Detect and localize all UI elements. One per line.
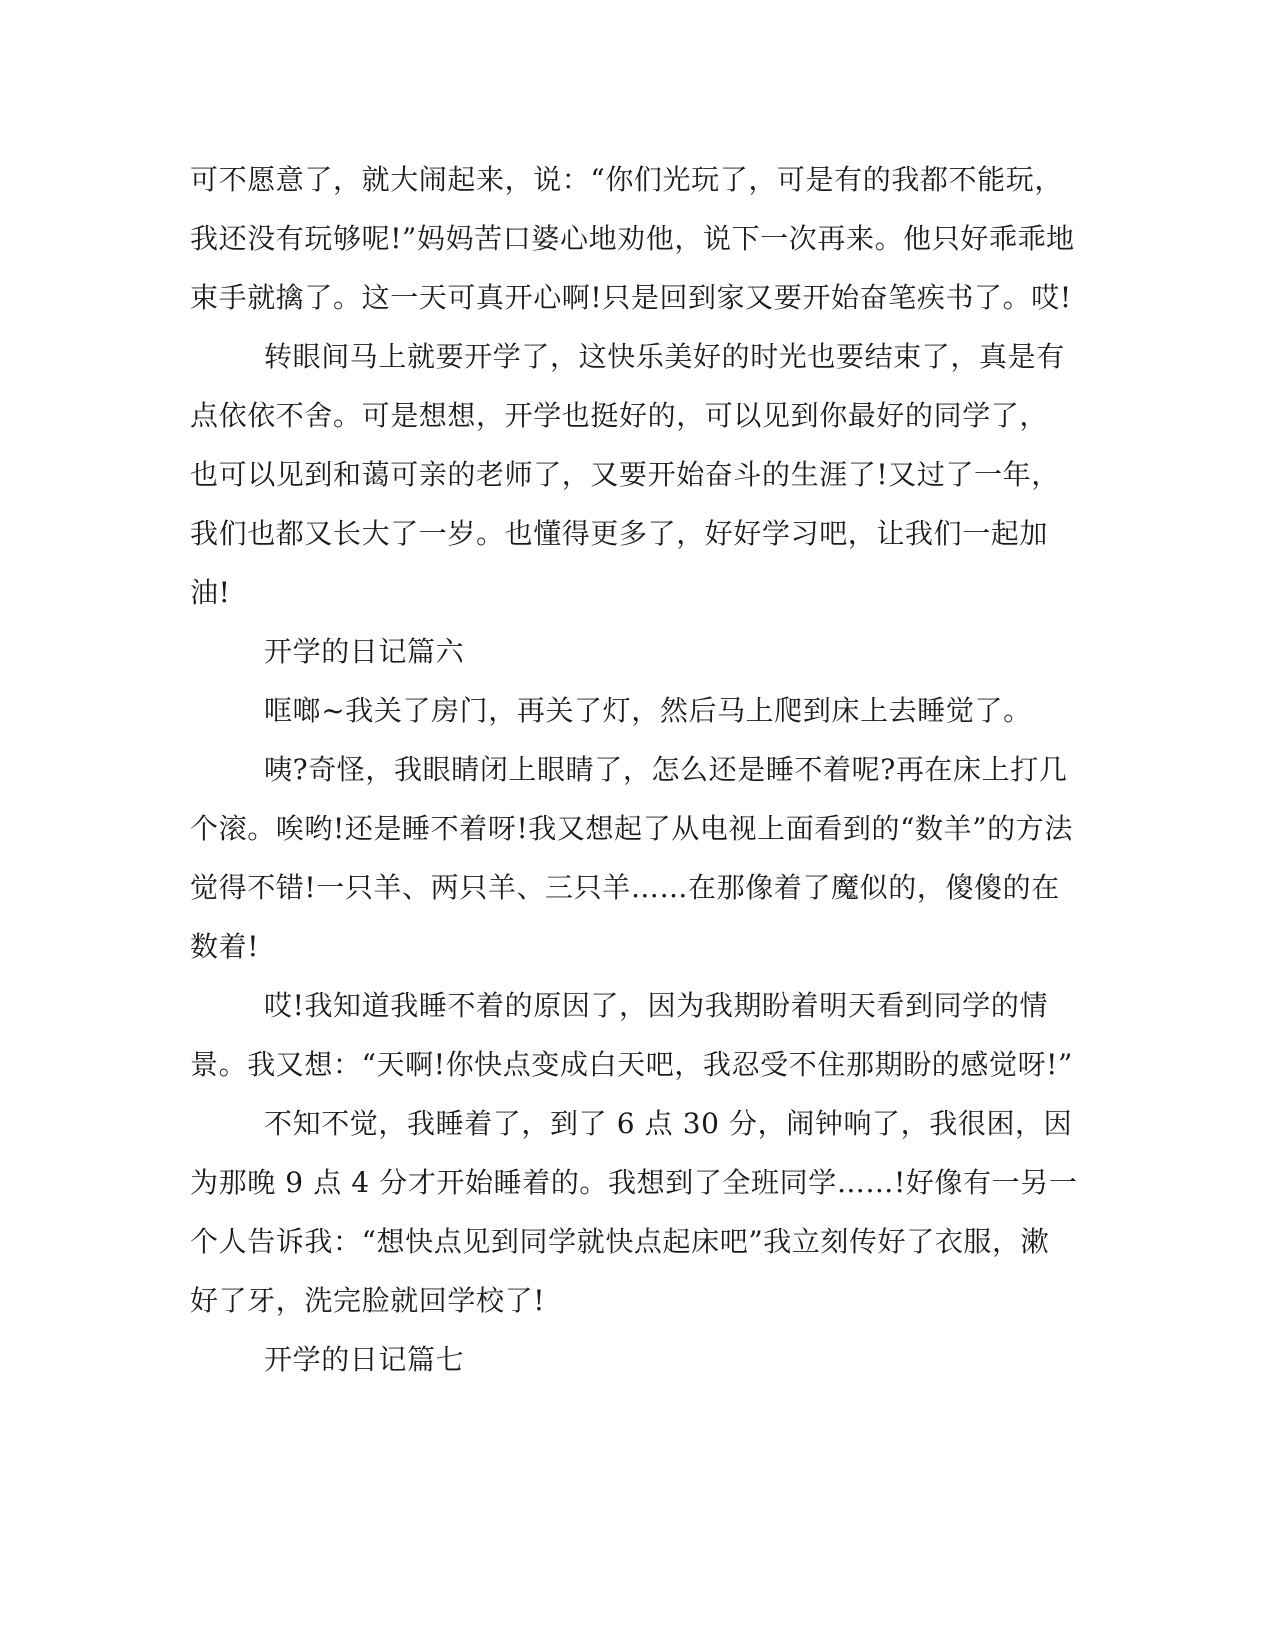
text-line: 转眼间马上就要开学了，这快乐美好的时光也要结束了，真是有 [264,340,1065,373]
text-line: 为那晚 9 点 4 分才开始睡着的。我想到了全班同学……!好像有一另一 [190,1166,1078,1199]
text-line: 也可以见到和蔼可亲的老师了，又要开始奋斗的生涯了!又过了一年， [190,458,1060,491]
text-line: 哎!我知道我睡不着的原因了，因为我期盼着明天看到同学的情 [264,989,1049,1022]
text-line: 咦?奇怪，我眼睛闭上眼睛了，怎么还是睡不着呢?再在床上打几 [264,753,1068,786]
text-line: 个人告诉我：“想快点见到同学就快点起床吧”我立刻传好了衣服，漱 [190,1225,1050,1258]
text-line: 个滚。唉哟!还是睡不着呀!我又想起了从电视上面看到的“数羊”的方法 [190,812,1073,845]
text-line: 我们也都又长大了一岁。也懂得更多了，好好学习吧，让我们一起加 [190,517,1049,550]
text-line: 可不愿意了，就大闹起来，说：“你们光玩了，可是有的我都不能玩， [190,163,1063,196]
text-line: 景。我又想：“天啊!你快点变成白天吧，我忍受不住那期盼的感觉呀!” [190,1048,1073,1081]
text-line: 数着! [190,930,260,963]
text-line: 我还没有玩够呢!”妈妈苦口婆心地劝他，说下一次再来。他只好乖乖地 [190,222,1075,255]
section-heading: 开学的日记篇七 [264,1343,465,1376]
text-line: 好了牙，洗完脸就回学校了! [190,1284,546,1317]
section-heading: 开学的日记篇六 [264,635,465,668]
text-line: 觉得不错!一只羊、两只羊、三只羊……在那像着了魔似的，傻傻的在 [190,871,1060,904]
text-line: 油! [190,576,231,609]
text-line: 点依依不舍。可是想想，开学也挺好的，可以见到你最好的同学了， [190,399,1049,432]
text-line: 哐啷~我关了房门，再关了灯，然后马上爬到床上去睡觉了。 [264,694,1032,727]
text-line: 束手就擒了。这一天可真开心啊!只是回到家又要开始奋笔疾书了。哎! [190,281,1072,314]
text-line: 不知不觉，我睡着了，到了 6 点 30 分，闹钟响了，我很困，因 [264,1107,1073,1140]
